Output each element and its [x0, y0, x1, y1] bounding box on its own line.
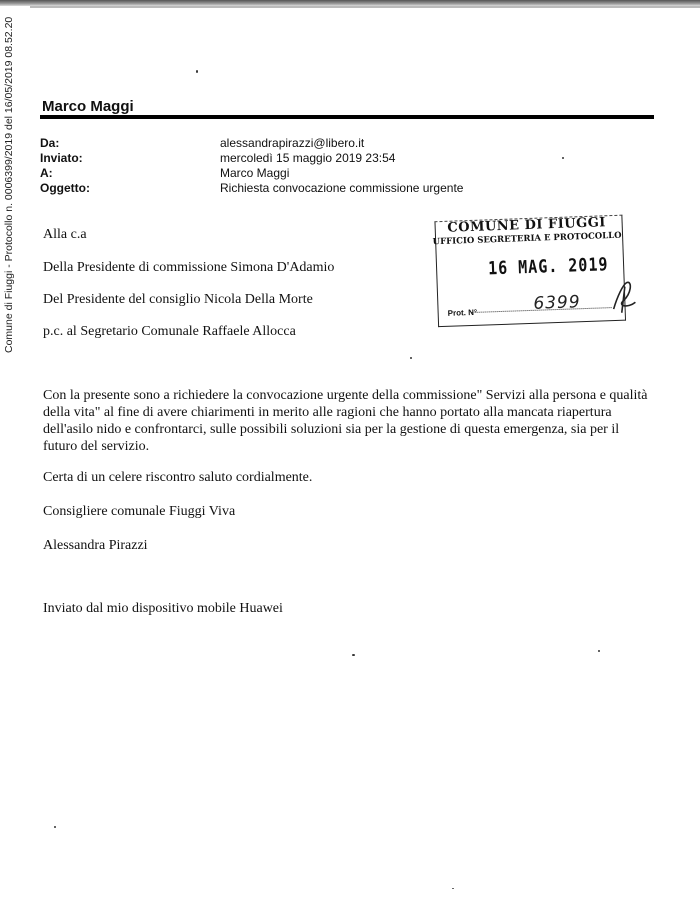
paragraph-line: futuro del servizio. [43, 439, 150, 454]
scan-edge-line [30, 6, 700, 8]
paragraph-line: Con la presente sono a richiedere la convocazione urgente della commissione" Servizi alla persona e qualità [43, 388, 648, 403]
recipient-line-1: Della Presidente di commissione Simona D'Adamio [43, 260, 335, 275]
stamp-prot-label: Prot. N° [447, 307, 478, 318]
header-value: Richiesta convocazione commissione urgente [220, 181, 464, 195]
email-header [40, 136, 640, 196]
header-row-to [40, 166, 640, 181]
scan-speck [562, 157, 564, 159]
protocol-stamp [430, 201, 626, 328]
mobile-footer: Inviato dal mio dispositivo mobile Huawei [43, 601, 283, 616]
header-label: Da: [40, 136, 60, 150]
handwritten-initial-icon [609, 278, 640, 315]
scan-speck [452, 888, 454, 889]
header-value: mercoledì 15 maggio 2019 23:54 [220, 151, 396, 165]
header-value: alessandrapirazzi@libero.it [220, 136, 365, 150]
header-label: Inviato: [40, 151, 83, 165]
header-value: Marco Maggi [220, 166, 290, 180]
scan-speck [196, 70, 198, 73]
header-label: A: [40, 166, 53, 180]
paragraph-line: della vita" al fine di avere chiarimenti in merito alle ragioni che hanno portato alla mancata riapertura [43, 405, 612, 420]
header-rule [40, 115, 654, 119]
scan-speck [54, 826, 56, 828]
role-line: Consigliere comunale Fiuggi Viva [43, 504, 236, 519]
header-label: Oggetto: [40, 181, 90, 195]
header-row-subject [40, 181, 640, 196]
stamp-subtitle: UFFICIO SEGRETERIA E PROTOCOLLO [432, 230, 622, 248]
scan-speck [410, 357, 412, 359]
header-row-sent [40, 151, 640, 166]
scan-speck [352, 654, 355, 656]
stamp-date: 16 MAG. 2019 [487, 253, 609, 280]
body-paragraph [43, 387, 663, 455]
closing-line: Certa di un celere riscontro saluto cordialmente. [43, 470, 313, 485]
signature-name: Alessandra Pirazzi [43, 538, 148, 553]
protocol-margin-stamp: Comune di Fiuggi - Protocollo n. 0006399/2019 del 16/05/2019 08.52.20 [3, 16, 15, 353]
sender-name: Marco Maggi [42, 98, 134, 115]
paragraph-line: dell'asilo nido e confrontarci, sulle possibili soluzioni sia per la gestione di questa emergenza, sia per il [43, 422, 620, 437]
cc-line: p.c. al Segretario Comunale Raffaele Allocca [43, 324, 296, 339]
salutation: Alla c.a [43, 227, 87, 242]
recipient-line-2: Del Presidente del consiglio Nicola Della Morte [43, 292, 313, 307]
scan-speck [598, 650, 600, 652]
header-row-from [40, 136, 640, 151]
stamp-title: COMUNE DI FIUGGI [447, 215, 607, 236]
stamp-prot-number: 6399 [533, 292, 581, 314]
